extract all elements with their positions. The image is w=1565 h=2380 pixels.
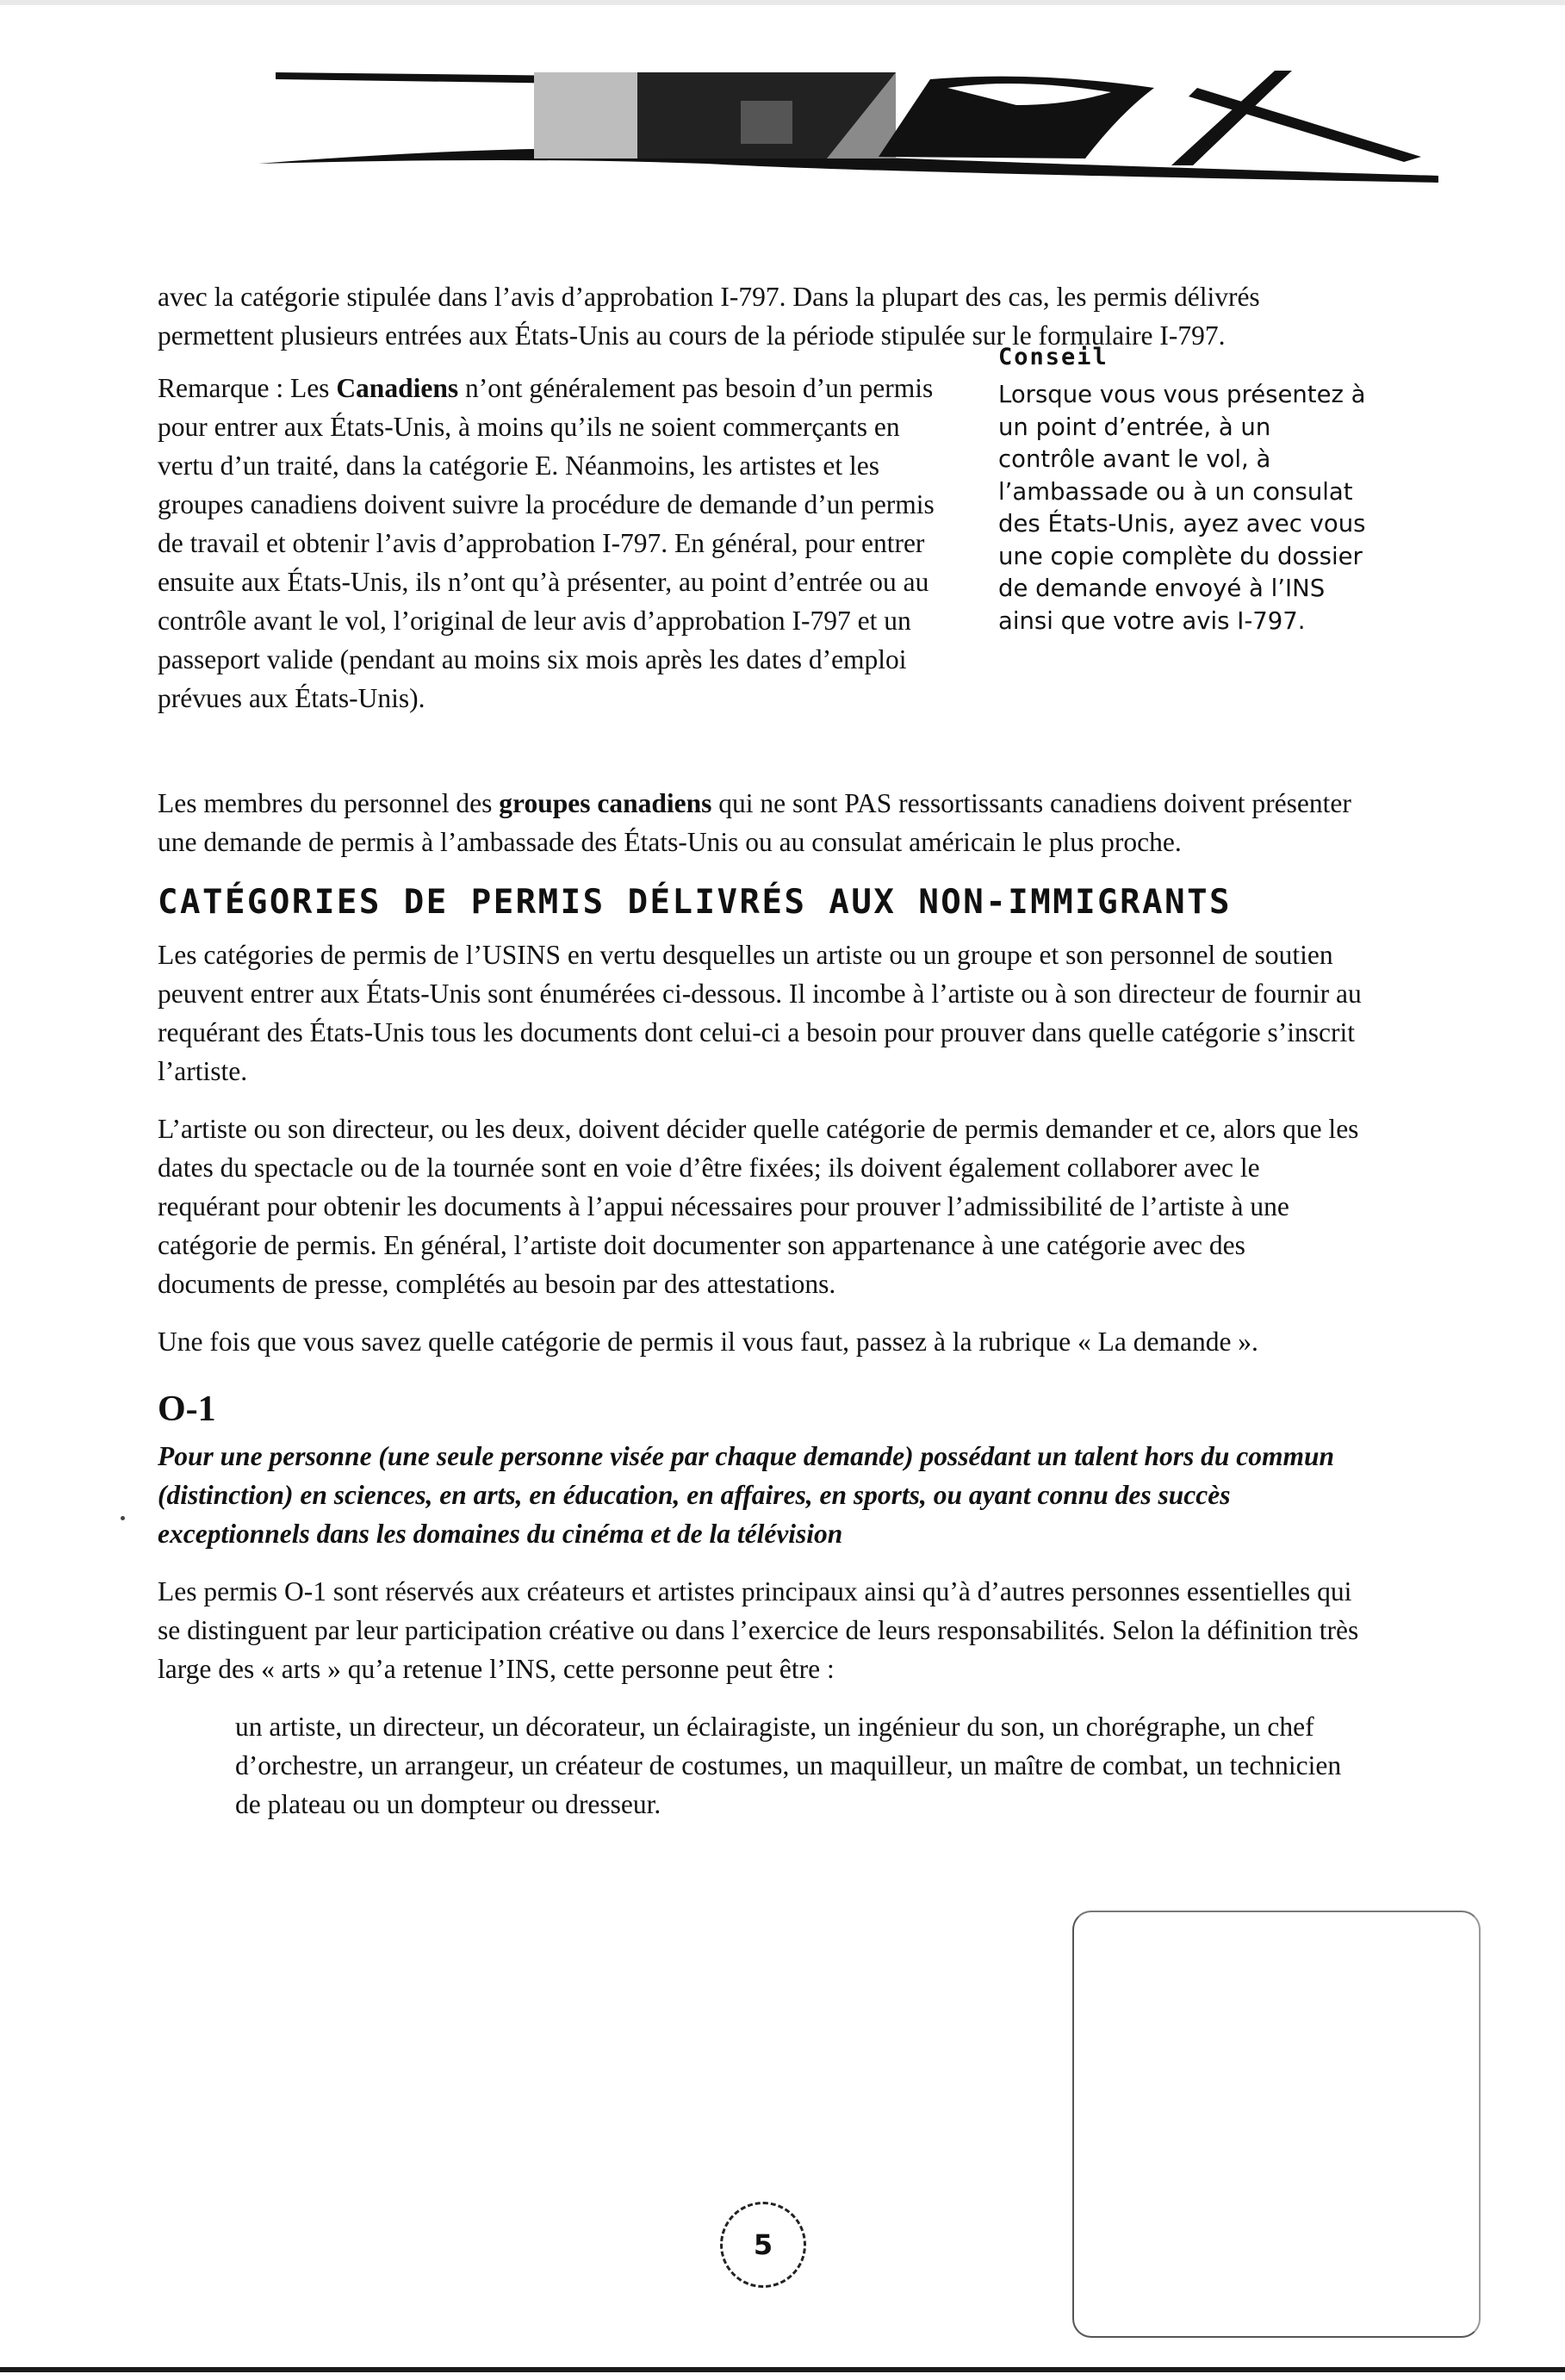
remark-bold-term: Canadiens <box>336 373 459 403</box>
staff-paragraph <box>158 784 1363 861</box>
header-banner-graphic <box>258 53 1438 183</box>
remark-rest: n’ont généralement pas besoin d’un permis pour entrer aux États-Unis, à moins qu’ils ne soient commerçants en vertu d’un traité, dans la catégorie E. Néanmoins, les artistes et les groupes canadiens doivent suivre la procédure de demande d’un permis de travail et obtenir l’avis d’approbation I-797. En général, pour entrer ensuite aux États-Unis, ils n’ont qu’à présenter, au point d’entrée ou au contrôle avant le vol, l’original de leur avis d’approbation I-797 et un passeport valide (pendant au moins six mois après les dates d’emploi prévues aux États-Unis). <box>158 373 935 713</box>
tip-title: Conseil <box>998 344 1109 370</box>
o1-role-list: un artiste, un directeur, un décorateur, un éclairagiste, un ingénieur du son, un chorégraphe, un chef d’orchestre, un arrangeur, un créateur de costumes, un maquilleur, un maître de combat, un technicien de plateau ou un dompteur ou dresseur. <box>235 1712 1342 1819</box>
scan-edge-bottom <box>0 2367 1565 2372</box>
o1-paragraph: Les permis O-1 sont réservés aux créateurs et artistes principaux ainsi qu’à d’autres personnes essentielles qui se distinguent par leur participation créative ou dans l’exercice de leurs responsabilités. Selon la définition très large des « arts » qu’a retenue l’INS, cette personne peut être : <box>158 1576 1359 1684</box>
tip-sidebar <box>998 343 1369 637</box>
tip-text: Lorsque vous vous présentez à un point d’entrée, à un contrôle avant le vol, à l’ambassade ou à un consulat des États-Unis, ayez avec vous une copie complète du dossier de demande envoyé à l’INS ainsi que votre avis I-797. <box>998 381 1366 635</box>
staff-prefix: Les membres du personnel des <box>158 788 500 818</box>
banner-x-mark <box>1171 71 1421 165</box>
page-number: 5 <box>720 2202 806 2288</box>
o1-subtitle: Pour une personne (une seule personne visée par chaque demande) possédant un talent hors du commun (distinction) en sciences, en arts, en éducation, en affaires, en sports, ou ayant connu des succès exceptionnels dans les domaines du cinéma et de la télévision <box>158 1441 1335 1549</box>
remark-and-tip-area <box>158 344 1366 774</box>
section-paragraph-1: Les catégories de permis de l’USINS en vertu desquelles un artiste ou un groupe et son personnel de soutien peuvent entrer aux États-Unis sont énumérées ci-dessous. Il incombe à l’artiste ou à son directeur de fournir au requérant des États-Unis tous les documents dont celui-ci a besoin pour prouver dans quelle catégorie s’inscrit l’artiste. <box>158 940 1362 1086</box>
section-paragraph-3: Une fois que vous savez quelle catégorie de permis il vous faut, passez à la rubrique « La demande ». <box>158 1327 1258 1357</box>
o1-heading: O-1 <box>158 1389 216 1429</box>
empty-note-box <box>1072 1911 1481 2338</box>
scan-edge-top <box>0 0 1565 5</box>
section-heading: CATÉGORIES DE PERMIS DÉLIVRÉS AUX NON-IMMIGRANTS <box>158 883 1233 922</box>
staff-bold-term: groupes canadiens <box>499 788 712 818</box>
canadians-remark-paragraph <box>158 369 950 718</box>
margin-dot <box>121 1516 125 1520</box>
page-body <box>158 277 1366 1824</box>
staff-rest: qui ne sont PAS ressortissants canadiens doivent présenter une demande de permis à l’ambassade des États-Unis ou au consulat américain le plus proche. <box>158 788 1351 857</box>
section-paragraph-2: L’artiste ou son directeur, ou les deux, doivent décider quelle catégorie de permis demander et ce, alors que les dates du spectacle ou de la tournée sont en voie d’être fixées; ils doivent également collaborer avec le requérant pour obtenir les documents à l’appui nécessaires pour prouver l’admissibilité de l’artiste à une catégorie de permis. En général, l’artiste doit documenter son appartenance à une catégorie avec des documents de presse, complétés au besoin par des attestations. <box>158 1114 1359 1299</box>
intro-paragraph: avec la catégorie stipulée dans l’avis d’approbation I-797. Dans la plupart des cas, les permis délivrés permettent plusieurs entrées aux États-Unis au cours de la période stipulée sur le formulaire I-797. <box>158 282 1260 351</box>
remark-prefix: Remarque : Les <box>158 373 337 403</box>
